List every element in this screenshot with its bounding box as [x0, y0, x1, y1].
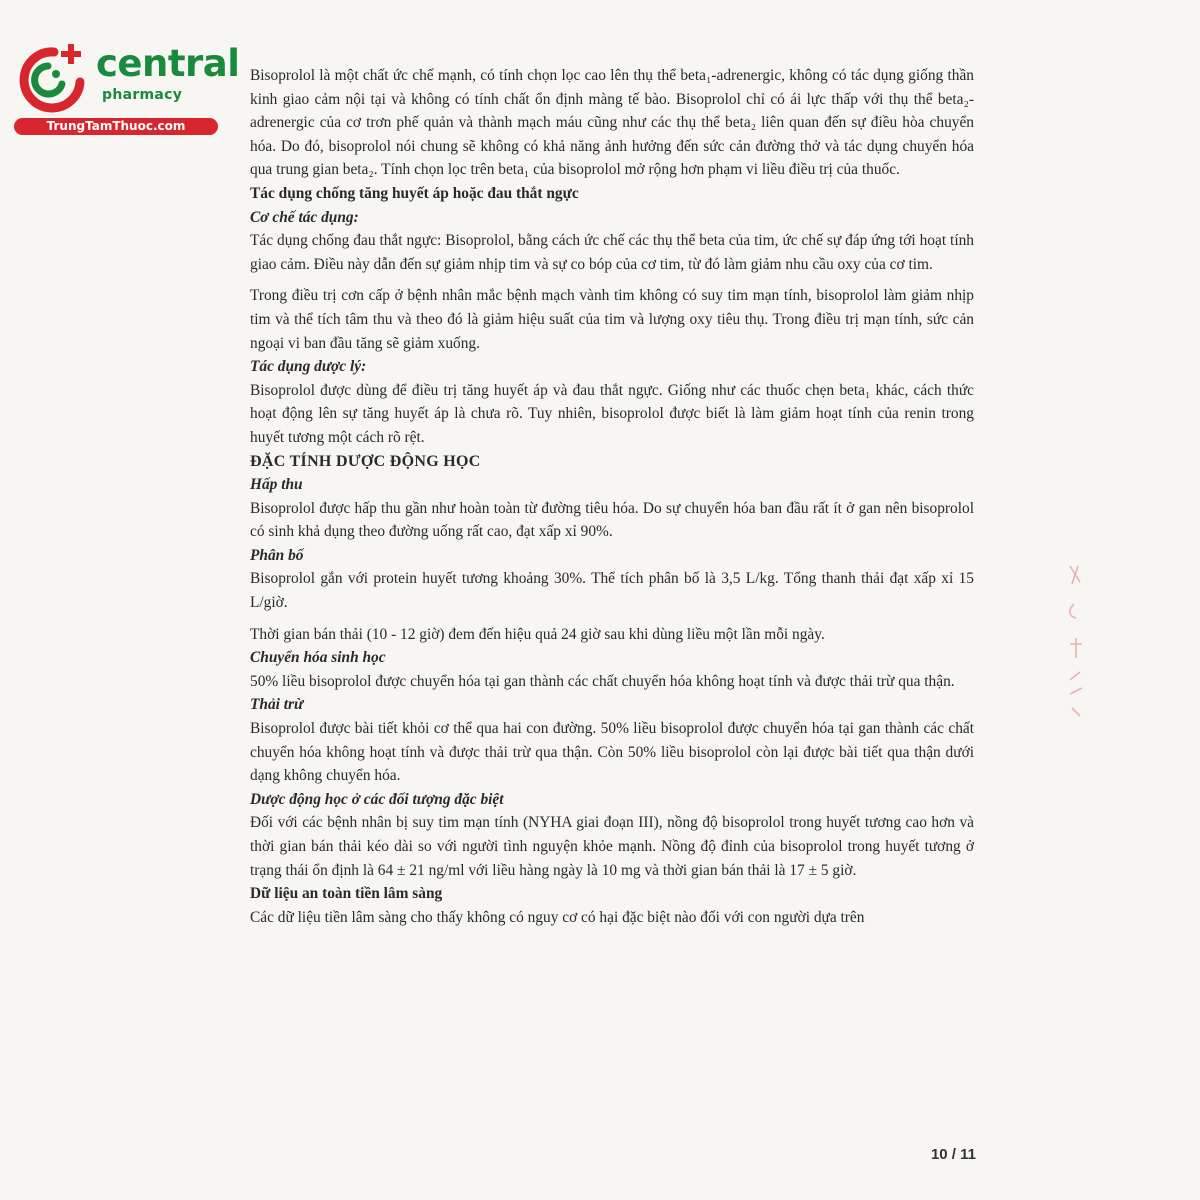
logo-url-badge[interactable]: TrungTamThuoc.com: [14, 118, 218, 135]
central-pharmacy-logo[interactable]: [10, 38, 240, 138]
logo-subtitle: pharmacy: [102, 87, 183, 103]
paragraph: Tác dụng chống đau thắt ngực: Bisoprolol, bằng cách ức chế các thụ thể beta của tim, ức chế sự đáp ứng tới hoạt tính giao cảm. Điều này dẫn đến sự giảm nhịp tim và sự co bóp của cơ tim, từ đó làm giảm nhu cầu oxy của cơ tim.: [250, 232, 974, 273]
logo-wordmark: central: [96, 42, 240, 85]
paragraph: Trong điều trị cơn cấp ở bệnh nhân mắc bệnh mạch vành tim không có suy tim mạn tính, bisoprolol làm giảm nhịp tim và thể tích tâm thu và theo đó là giảm hiệu suất của tim và lượng oxy tiêu thụ. Trong điều trị mạn tính, sức cản ngoại vi ban đầu tăng sẽ giảm xuống.: [250, 287, 974, 352]
section-heading: ĐẶC TÍNH DƯỢC ĐỘNG HỌC: [250, 452, 481, 470]
subsection-heading: Thải trừ: [250, 696, 304, 714]
pharmacy-cross-logo-icon: [10, 38, 90, 118]
section-heading: Dữ liệu an toàn tiền lâm sàng: [250, 885, 443, 903]
subsection-heading: Phân bố: [250, 546, 304, 564]
paragraph: 50% liều bisoprolol được chuyển hóa tại gan thành các chất chuyển hóa không hoạt tính và được thải trừ qua thận.: [250, 672, 955, 690]
paragraph: Bisoprolol được dùng để điều trị tăng huyết áp và đau thắt ngực. Giống như các thuốc chẹn beta₁ khác, cách thức hoạt động lên sự tăng huyết áp là chưa rõ. Tuy nhiên, bisoprolol được biết là làm giảm hoạt tính của renin trong huyết tương một cách rõ rệt.: [250, 381, 974, 446]
subsection-heading: Chuyển hóa sinh học: [250, 649, 386, 667]
document-page: [250, 64, 974, 929]
stamp-fragment-icon: [1066, 560, 1086, 720]
subsection-heading: Cơ chế tác dụng:: [250, 208, 359, 226]
paragraph: Bisoprolol là một chất ức chế mạnh, có tính chọn lọc cao lên thụ thể beta₁-adrenergic, không có tác dụng giống thần kinh giao cảm nội tại và không có tính chất ổn định màng tế bào. Bisoprolol chỉ có ái lực thấp với thụ thể beta₂-adrenergic của cơ trơn phế quản và thành mạch máu cũng như các thụ thể beta₂ liên quan đến sự điều hòa chuyển hóa. Do đó, bisoprolol nói chung sẽ không có khả năng ảnh hưởng đến sức cản đường thở và tác dụng chuyển hóa qua trung gian beta₂. Tính chọn lọc trên beta₁ của bisoprolol mở rộng hơn phạm vi liều điều trị của thuốc.: [250, 67, 974, 179]
subsection-heading: Hấp thu: [250, 476, 303, 494]
paragraph: Bisoprolol gắn với protein huyết tương khoảng 30%. Thể tích phân bố là 3,5 L/kg. Tổng thanh thải đạt xấp xỉ 15 L/giờ.: [250, 570, 974, 612]
paragraph: Các dữ liệu tiền lâm sàng cho thấy không có nguy cơ có hại đặc biệt nào đối với con người dựa trên: [250, 908, 865, 926]
paragraph: Thời gian bán thải (10 - 12 giờ) đem đến hiệu quả 24 giờ sau khi dùng liều một lần mỗi ngày.: [250, 625, 825, 643]
section-heading: Tác dụng chống tăng huyết áp hoặc đau thắt ngực: [250, 184, 579, 202]
paragraph: Bisoprolol được bài tiết khỏi cơ thể qua hai con đường. 50% liều bisoprolol được chuyển hóa tại gan thành các chất chuyển hóa không hoạt tính và được thải trừ qua thận. Còn 50% liều bisoprolol còn lại được bài tiết qua thận dưới dạng không chuyển hóa.: [250, 720, 974, 785]
paragraph: Đối với các bệnh nhân bị suy tim mạn tính (NYHA giai đoạn III), nồng độ bisoprolol trong huyết tương cao hơn và thời gian bán thải kéo dài so với người tình nguyện khỏe mạnh. Nồng độ đỉnh của bisoprolol trong huyết tương ở trạng thái ổn định là 64 ± 21 ng/ml với liều hàng ngày là 10 mg và thời gian bán thải là 17 ± 5 giờ.: [250, 814, 974, 879]
subsection-heading: Tác dụng dược lý:: [250, 358, 367, 376]
page-number: 10 / 11: [930, 1146, 976, 1163]
paragraph: Bisoprolol được hấp thu gần như hoàn toàn từ đường tiêu hóa. Do sự chuyển hóa ban đầu rất ít ở gan nên bisoprolol có sinh khả dụng theo đường uống rất cao, đạt xấp xỉ 90%.: [250, 499, 974, 541]
subsection-heading: Dược động học ở các đối tượng đặc biệt: [250, 790, 504, 808]
